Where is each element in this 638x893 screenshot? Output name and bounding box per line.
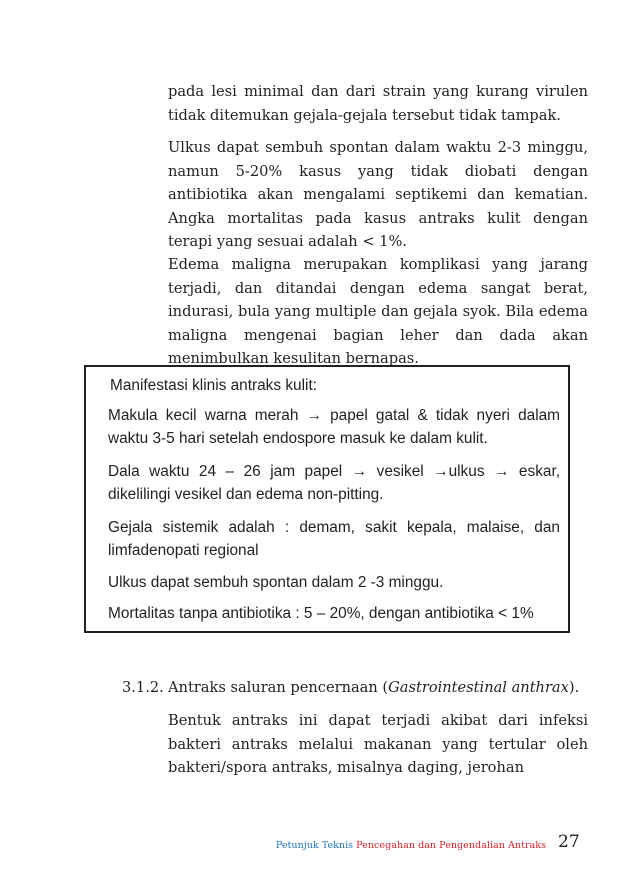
section-title-end: ). [568,679,580,696]
box-item: Dala waktu 24 – 26 jam papel → vesikel →ulkus → eskar, dikelilingi vesikel dan edema non-pitting. [108,463,560,503]
paragraph-ulcer-healing: Ulkus dapat sembuh spontan dalam waktu 2-3 minggu, namun 5-20% kasus yang tidak diobati dengan antibiotika akan mengalami septikemi dan kematian. Angka mortalitas pada kasus antraks kulit dengan terapi yang sesuai adalah < 1%. [168,139,588,251]
box-item: Gejala sistemik adalah : demam, sakit kepala, malaise, dan limfadenopati regional [108,519,560,559]
section-heading [122,676,579,700]
section-title: Antraks saluran pencernaan ( [168,679,389,696]
section-number: 3.1.2. [122,679,164,696]
footer-text-red: Pencegahan dan Pengendalian Antraks [356,840,546,851]
page-number: 27 [558,832,580,852]
box-item: Makula kecil warna merah → papel gatal & tidak nyeri dalam waktu 3-5 hari setelah endospore masuk ke dalam kulit. [108,407,560,447]
paragraph-gastrointestinal: Bentuk antraks ini dapat terjadi akibat dari infeksi bakteri antraks melalui makanan yang tertular oleh bakteri/spora antraks, misalnya daging, jerohan [168,712,588,777]
box-item: Mortalitas tanpa antibiotika : 5 – 20%, dengan antibiotika < 1% [108,605,534,622]
box-title: Manifestasi klinis antraks kulit: [110,377,317,394]
footer-text-blue: Petunjuk Teknis [275,840,357,851]
section-title-italic: Gastrointestinal anthrax [388,679,569,696]
box-item: Ulkus dapat sembuh spontan dalam 2 -3 minggu. [108,574,444,591]
clinical-manifestation-box [84,365,570,633]
paragraph-malignant-edema: Edema maligna merupakan komplikasi yang jarang terjadi, dan ditandai dengan edema sangat berat, indurasi, bula yang multiple dan gejala syok. Bila edema maligna mengenai bagian leher dan dada akan menimbulkan kesulitan bernapas. [168,256,588,368]
paragraph-continuation: pada lesi minimal dan dari strain yang kurang virulen tidak ditemukan gejala-gejala tersebut tidak tampak. [168,83,588,124]
running-footer [276,840,546,851]
